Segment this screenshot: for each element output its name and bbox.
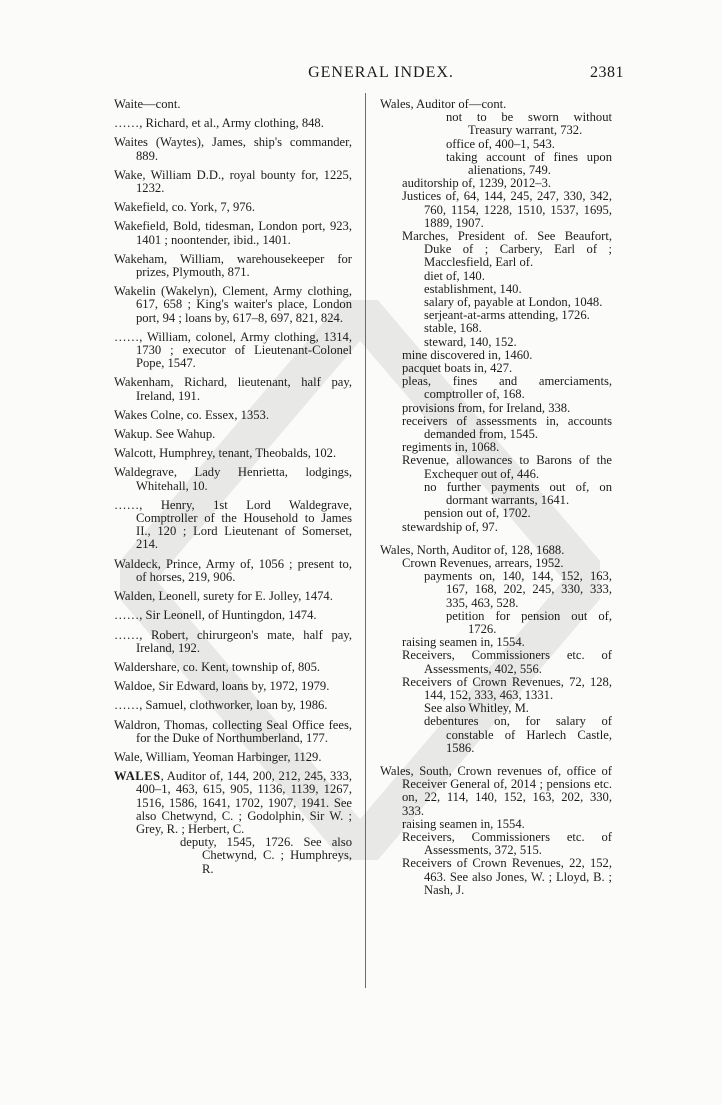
index-entry: ……, Henry, 1st Lord Waldegrave, Comptroller of the Household to James II., 120 ; Lord Lieutenant of Somerset, 214. [114, 497, 352, 552]
index-entry: Wakes Colne, co. Essex, 1353. [114, 407, 269, 422]
sub-entry: Revenue, allowances to Barons of the Exchequer out of, 446. [402, 453, 612, 481]
sub-entry: Receivers, Commissioners etc. of Assessments, 372, 515. [402, 829, 612, 858]
sub-entry: pleas, fines and amerciaments, comptroller of, 168. [402, 374, 612, 402]
entry-text: , Auditor of, 144, 200, 212, 245, 333, 400–1, 463, 615, 905, 1136, 1139, 1267, 1516, 1586, 1641, 1702, 1907, 1941. See also Chetwynd, C. ; Godolphin, Sir W. ; Grey, R. ; Herbert, C. [136, 769, 352, 836]
index-entry: Waldershare, co. Kent, township of, 805. [114, 659, 321, 674]
index-entry: Waldegrave, Lady Henrietta, lodgings, Whitehall, 10. [114, 465, 352, 493]
sub-entry: taking account of fines upon alienations, 749. [446, 149, 612, 178]
sub-entry: Receivers of Crown Revenues, 22, 152, 463. See also Jones, W. ; Lloyd, B. ; Nash, J. [402, 856, 612, 897]
entry-heading: WALES [114, 769, 161, 784]
sub-entry: pension out of, 1702. [424, 506, 531, 521]
sub-entry: Crown Revenues, arrears, 1952. [402, 555, 564, 570]
index-entry: ……, Sir Leonell, of Huntingdon, 1474. [114, 608, 317, 623]
sub-entry: payments on, 140, 144, 152, 163, 167, 168, 202, 245, 330, 333, 335, 463, 528. [424, 569, 612, 610]
sub-entry: Marches, President of. See Beaufort, Duke of ; Carbery, Earl of ; Macclesfield, Earl of. [402, 229, 612, 270]
index-entry: ……, Robert, chirurgeon's mate, half pay, Ireland, 192. [114, 627, 352, 655]
sub-entry: provisions from, for Ireland, 338. [402, 400, 571, 415]
sub-entry: stewardship of, 97. [402, 519, 498, 534]
sub-entry: regiments in, 1068. [402, 440, 500, 455]
index-entry: Walden, Leonell, surety for E. Jolley, 1474. [114, 589, 333, 604]
index-entry: Wales, North, Auditor of, 128, 1688. [380, 542, 565, 557]
page-header [0, 64, 722, 88]
index-entry: Wale, William, Yeoman Harbinger, 1129. [114, 749, 322, 764]
index-entry: Waldoe, Sir Edward, loans by, 1972, 1979. [114, 679, 330, 694]
sub-entry: salary of, payable at London, 1048. [424, 295, 603, 310]
sub-entry: debentures on, for salary of constable of Harlech Castle, 1586. [424, 714, 612, 755]
index-entry: Walcott, Humphrey, tenant, Theobalds, 102. [114, 446, 337, 461]
index-entry: Waldron, Thomas, collecting Seal Office fees, for the Duke of Northumberland, 177. [114, 717, 352, 745]
sub-entry: petition for pension out of, 1726. [446, 608, 612, 636]
sub-entry: establishment, 140. [424, 281, 522, 296]
sub-entry: office of, 400–1, 543. [446, 136, 555, 151]
sub-entry: raising seamen in, 1554. [402, 816, 525, 831]
sub-entry: mine discovered in, 1460. [402, 347, 533, 362]
left-column [114, 98, 352, 882]
sub-entry: serjeant-at-arms attending, 1726. [424, 308, 590, 323]
sub-entry: raising seamen in, 1554. [402, 635, 525, 650]
page-number: 2381 [590, 64, 624, 81]
index-entry: ……, Samuel, clothworker, loan by, 1986. [114, 698, 328, 713]
sub-entry: See also Whitley, M. [424, 701, 529, 716]
index-entry: Wales, Auditor of—cont. [380, 97, 507, 111]
sub-entry: no further payments out of, on dormant warrants, 1641. [424, 479, 612, 508]
sub-entry: deputy, 1545, 1726. See also Chetwynd, C. ; Humphreys, R. [180, 835, 352, 876]
sub-entry: pacquet boats in, 427. [402, 361, 513, 376]
sub-entry: not to be sworn without Treasury warrant, 732. [446, 110, 612, 138]
index-entry: Wakefield, co. York, 7, 976. [114, 200, 255, 215]
sub-entry: receivers of assessments in, accounts demanded from, 1545. [402, 413, 612, 442]
index-entry: Wakelin (Wakelyn), Clement, Army clothing, 617, 658 ; King's waiter's place, London port, 94 ; loans by, 617–8, 697, 821, 824. [114, 284, 352, 325]
running-head: GENERAL INDEX. [308, 64, 454, 81]
sub-entry: Receivers of Crown Revenues, 72, 128, 144, 152, 333, 463, 1331. [402, 674, 612, 702]
sub-entry: auditorship of, 1239, 2012–3. [402, 176, 552, 191]
index-entry: Wales, South, Crown revenues of, office of Receiver General of, 2014 ; pensions etc. on, 22, 114, 140, 152, 163, 202, 330, 333. [380, 763, 612, 818]
sub-entry: Justices of, 64, 144, 245, 247, 330, 342, 760, 1154, 1228, 1510, 1537, 1695, 1889, 1907. [402, 189, 612, 230]
index-entry: Wakenham, Richard, lieutenant, half pay, Ireland, 191. [114, 375, 352, 403]
index-entry: Wakup. See Wahup. [114, 427, 216, 442]
index-entry: Wake, William D.D., royal bounty for, 1225, 1232. [114, 167, 352, 196]
column-divider [365, 93, 366, 988]
sub-entry: stable, 168. [424, 321, 482, 336]
index-entry: Waldeck, Prince, Army of, 1056 ; present to, of horses, 219, 906. [114, 556, 352, 584]
index-entry-wales [114, 770, 352, 836]
right-column [380, 98, 612, 897]
index-entry: ……, Richard, et al., Army clothing, 848. [114, 116, 324, 131]
index-entry: Wakefield, Bold, tidesman, London port, 923, 1401 ; noontender, ibid., 1401. [114, 219, 352, 247]
sub-entry: Receivers, Commissioners etc. of Assessments, 402, 556. [402, 648, 612, 676]
index-entry: Waite—cont. [114, 97, 181, 111]
index-entry: Waites (Waytes), James, ship's commander, 889. [114, 135, 352, 163]
index-entry: Wakeham, William, warehousekeeper for prizes, Plymouth, 871. [114, 251, 352, 280]
index-entry: ……, William, colonel, Army clothing, 1314, 1730 ; executor of Lieutenant-Colonel Pope, 1547. [114, 329, 352, 371]
sub-entry: diet of, 140. [424, 268, 485, 283]
sub-entry: steward, 140, 152. [424, 334, 517, 349]
